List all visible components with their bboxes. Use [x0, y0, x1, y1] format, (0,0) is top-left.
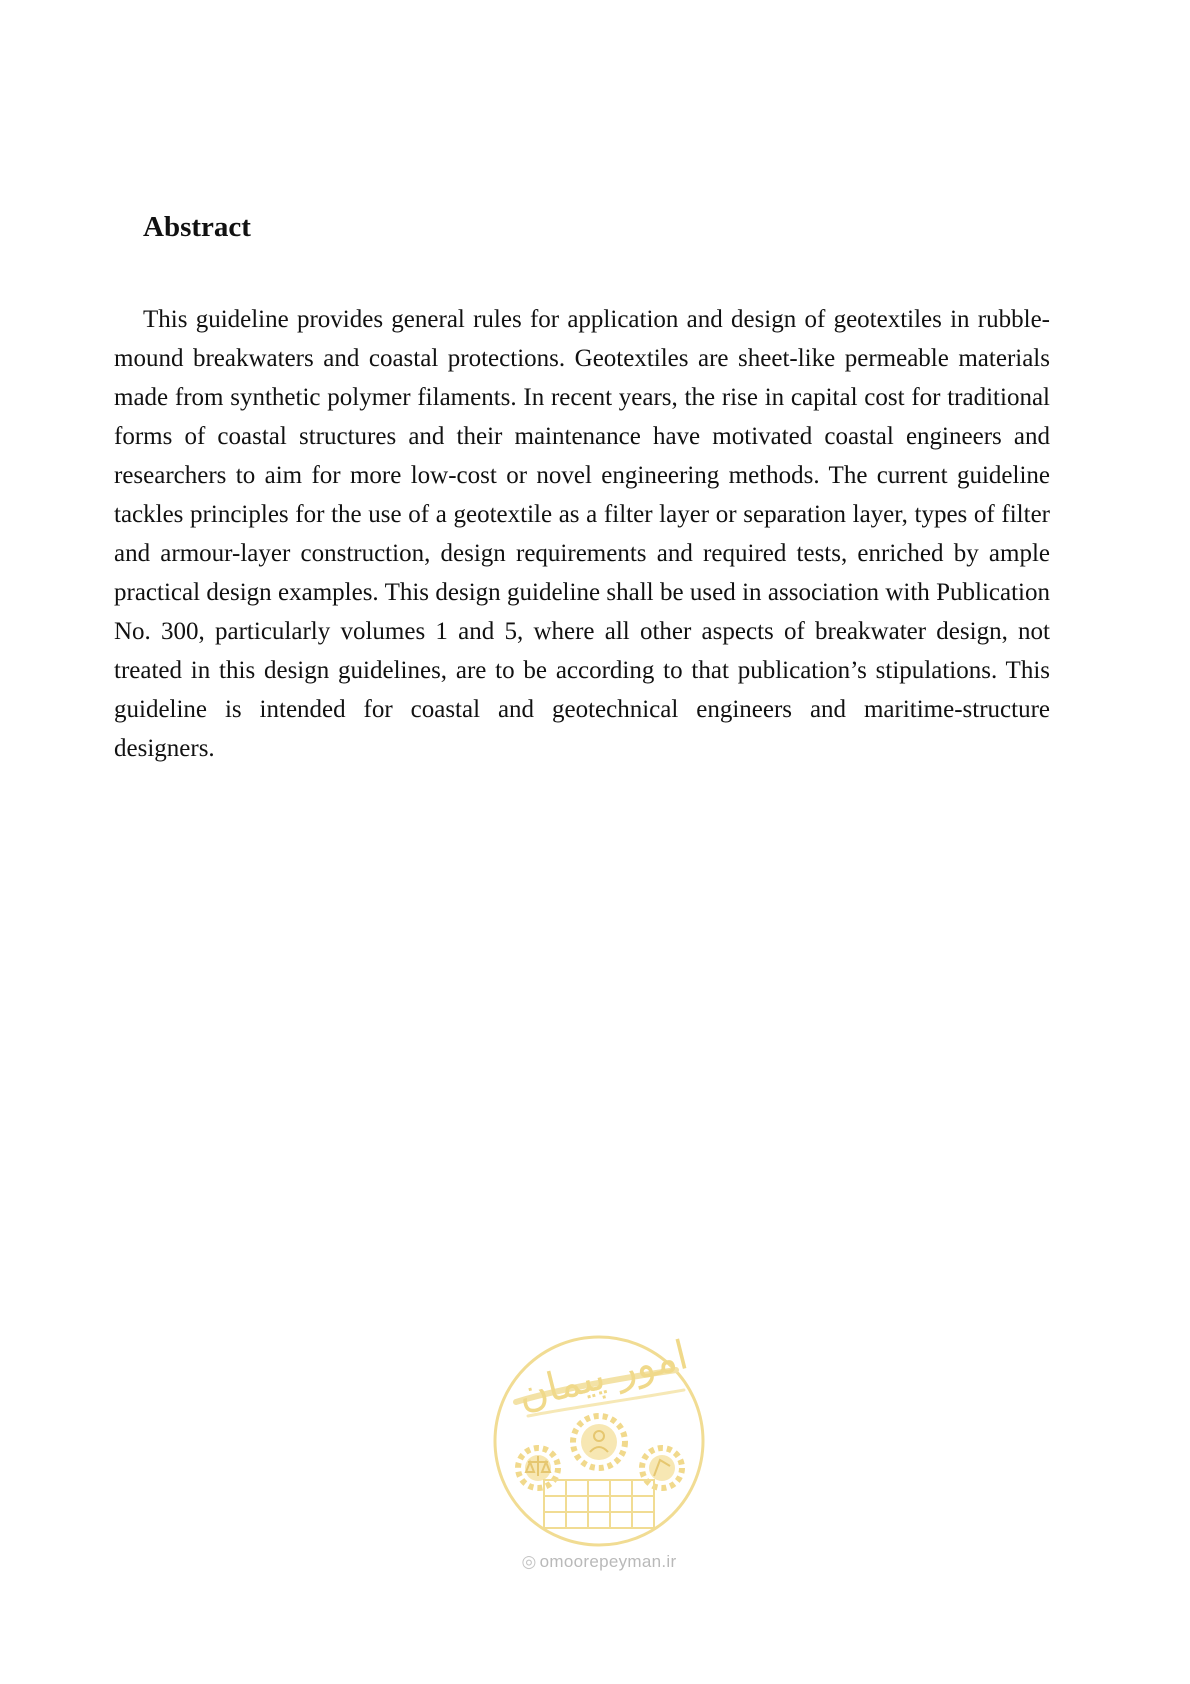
watermark-seal — [488, 1330, 710, 1552]
watermark-site-text: omoorepeyman.ir — [539, 1552, 677, 1571]
abstract-heading: Abstract — [143, 211, 251, 243]
globe-icon: ◎ — [521, 1552, 537, 1571]
abstract-paragraph: This guideline provides general rules for application and design of geotextiles in rubble-mound breakwaters and coastal protections. Geotextiles are sheet-like permeable materials made from synthetic polymer filaments. In recent years, the rise in capital cost for traditional forms of coastal structures and their maintenance have motivated coastal engineers and researchers to aim for more low-cost or novel engineering methods. The current guideline tackles principles for the use of a geotextile as a filter layer or separation layer, types of filter and armour-layer construction, design requirements and required tests, enriched by ample practical design examples. This design guideline shall be used in association with Publication No. 300, particularly volumes 1 and 5, where all other aspects of breakwater design, not treated in this design guidelines, are to be according to that publication’s stipulations. This guideline is intended for coastal and geotechnical engineers and maritime-structure designers. — [114, 306, 1050, 762]
watermark-site — [488, 1552, 710, 1572]
watermark-logo — [488, 1330, 710, 1574]
watermark-script-text: امور پیمان — [513, 1332, 693, 1419]
